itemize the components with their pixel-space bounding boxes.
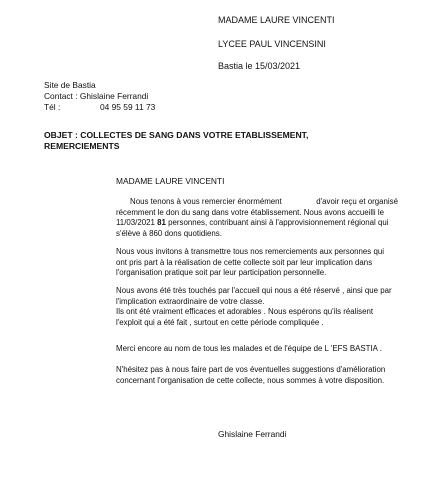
p3-line-1: Nous avons été très touchés par l'accueil qui nous a été réservé , ainsi que par (116, 286, 392, 295)
phone-label: Tél : (44, 102, 61, 112)
p4-line-1: Merci encore au nom de tous les malades et de l'équipe de L 'EFS BASTIA . (116, 344, 382, 353)
paragraph-thanks (116, 197, 398, 239)
p1-line-1b: d'avoir reçu et organisé (316, 197, 398, 206)
p2-line-2: ont pris part à la réalisation de cette collecte soit par leur implication dans (116, 257, 373, 267)
p1-line-2: récemment le don du sang dans votre établissement. Nous avons accueilli le (116, 207, 384, 217)
p1-line-4: s'élève à 860 dons quotidiens. (116, 228, 222, 238)
subject-line-1: OBJET : COLLECTES DE SANG DANS VOTRE ETABLISSEMENT, (44, 130, 309, 140)
paragraph-invite (116, 247, 398, 279)
signature-name: Ghislaine Ferrandi (218, 429, 287, 439)
sender-site: Site de Bastia (44, 80, 96, 90)
sender-phone (44, 102, 155, 113)
subject-line-2: REMERCIEMENTS (44, 141, 120, 151)
paragraph-suggestions (116, 365, 398, 386)
phone-value: 04 95 59 11 73 (100, 102, 156, 112)
p5-line-2: concernant l'organisation de cette collecte, nous sommes à votre disposition. (116, 375, 385, 385)
p1-line-3c: personnes, contribuant ainsi à l'approvisionnement régional qui (168, 218, 389, 228)
p3-line-2: l'implication extraordinaire de votre classe. (116, 296, 265, 306)
p3-line-4: l'exploit qui a été fait , surtout en cette période compliquée . (116, 317, 324, 327)
salutation: MADAME LAURE VINCENTI (116, 176, 225, 186)
p2-line-3: l'organisation pratique soit par leur participation personnelle. (116, 268, 327, 278)
p2-line-1: Nous vous invitons à transmettre tous nos remerciements aux personnes qui (116, 247, 384, 256)
p3-line-3: Ils ont été vraiment efficaces et adorables . Nous espérons qu'ils réalisent (116, 307, 374, 317)
recipient-school: LYCEE PAUL VINCENSINI (218, 39, 326, 49)
collect-date: 11/03/2021 (116, 218, 155, 228)
recipient-name: MADAME LAURE VINCENTI (218, 15, 335, 25)
p1-line-1 (116, 197, 398, 208)
sender-contact: Contact : Ghislaine Ferrandi (44, 91, 149, 101)
p1-line-3 (116, 218, 398, 229)
p1-line-1a: Nous tenons à vous remercier énormément (130, 197, 282, 206)
paragraph-touched (116, 286, 398, 328)
donor-count: 81 (157, 218, 166, 228)
p5-line-1: N'hésitez pas à nous faire part de vos éventuelles suggestions d'amélioration (116, 365, 386, 374)
paragraph-merci (116, 344, 398, 355)
place-date: Bastia le 15/03/2021 (218, 61, 301, 71)
